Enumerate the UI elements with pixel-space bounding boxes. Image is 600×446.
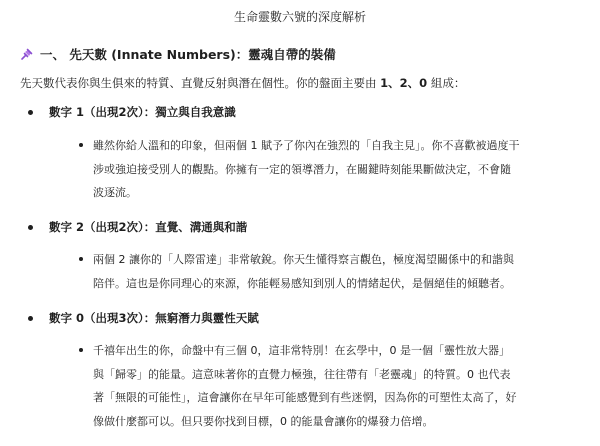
description-line: 陪伴。這也是你同理心的來源，你能輕易感知到別人的情緒起伏，是個絕佳的傾聽者。 [93,276,511,290]
intro-text-end: 組成： [427,76,466,90]
list-item [42,219,582,235]
sub-bullet-dot [79,348,83,352]
list-item [42,310,582,326]
intro-bold: 1、2、0 [380,76,428,90]
item-heading [42,104,582,120]
item-description [93,134,533,205]
section-heading [20,45,336,63]
sub-bullet-dot [79,143,83,147]
item-heading-text: 數字 0（出現3次）：無窮潛力與靈性天賦 [49,311,259,325]
intro-paragraph [20,74,590,93]
description-line: 像做什麼都可以。但只要你找到目標，0 的能量會讓你的爆發力倍增。 [93,414,434,428]
list-item [42,104,582,120]
bullet-dot [28,316,33,321]
item-heading-text: 數字 1（出現2次）：獨立與自我意識 [49,105,236,119]
description-line: 著「無限的可能性」，這會讓你在早年可能感覺到有些迷惘，因為你的可塑性太高了，好 [93,391,517,404]
item-heading-text: 數字 2（出現2次）：直覺、溝通與和諧 [49,220,248,234]
description-line: 涉或強迫接受別人的觀點。你擁有一定的領導潛力，在關鍵時刻能果斷做決定，不會隨 [93,162,511,176]
bullet-dot [28,110,33,115]
item-description [93,339,533,433]
bullet-dot [28,225,33,230]
section-heading-text: 一、 先天數 (Innate Numbers)：靈魂自帶的裝備 [40,47,336,62]
intro-text: 先天數代表你與生俱來的特質、直覺反射與潛在個性。你的盤面主要由 [20,76,381,90]
description-line: 千禧年出生的你，命盤中有三個 0，這非常特別！在玄學中，0 是一個「靈性放大器」 [93,344,510,357]
description-line: 雖然你給人溫和的印象，但兩個 1 賦予了你內在強烈的「自我主見」。你不喜歡被過度干 [93,139,520,152]
item-heading [42,219,582,235]
sub-bullet-dot [79,257,83,261]
pin-icon [20,47,34,61]
item-description [93,248,533,295]
description-line: 波逐流。 [93,186,137,199]
description-line: 與「歸零」的能量。這意味著你的直覺力極強，往往帶有「老靈魂」的特質。0 也代表 [93,367,511,381]
description-line: 兩個 2 讓你的「人際雷達」非常敏銳。你天生懂得察言觀色，極度渴望關係中的和諧與 [93,253,514,266]
item-heading [42,310,582,326]
page-title: 生命靈數六號的深度解析 [233,10,366,24]
